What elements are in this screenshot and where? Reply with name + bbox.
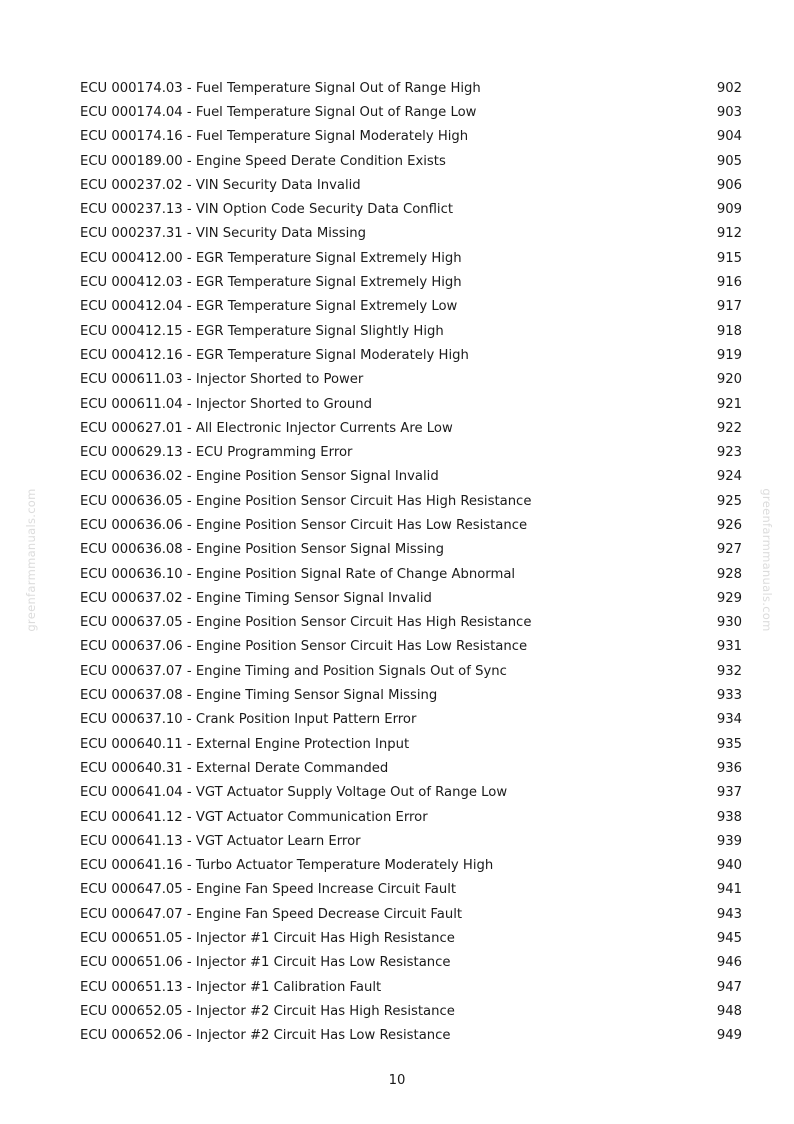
toc-entry[interactable] — [80, 805, 742, 829]
toc-entry-page: 928 — [716, 566, 742, 582]
watermark-right: greenfarmmanuals.com — [760, 488, 774, 632]
toc-entry-title: ECU 000641.12 - VGT Actuator Communication Error — [80, 809, 428, 825]
toc-entry-page: 949 — [716, 1028, 742, 1044]
toc-entry-page: 918 — [716, 323, 742, 339]
toc-entry-page: 924 — [716, 469, 742, 485]
toc-entry-page: 912 — [716, 226, 742, 242]
toc-entry-page: 902 — [716, 80, 742, 96]
toc-entry[interactable] — [80, 611, 742, 635]
toc-entry[interactable] — [80, 392, 742, 416]
toc-entry-page: 904 — [716, 129, 742, 145]
toc-entry-title: ECU 000651.13 - Injector #1 Calibration Fault — [80, 979, 382, 995]
toc-entry-page: 932 — [716, 663, 742, 679]
toc-entry-title: ECU 000237.13 - VIN Option Code Security Data Conflict — [80, 202, 454, 218]
toc-entry-page: 915 — [716, 250, 742, 266]
toc-entry-title: ECU 000627.01 - All Electronic Injector Currents Are Low — [80, 420, 453, 436]
toc-entry-page: 922 — [716, 420, 742, 436]
toc-entry-title: ECU 000651.05 - Injector #1 Circuit Has High Resistance — [80, 931, 455, 947]
toc-entry-title: ECU 000636.02 - Engine Position Sensor Signal Invalid — [80, 469, 439, 485]
toc-entry-title: ECU 000189.00 - Engine Speed Derate Condition Exists — [80, 153, 446, 169]
toc-entry[interactable] — [80, 999, 742, 1023]
toc-entry-title: ECU 000412.15 - EGR Temperature Signal Slightly High — [80, 323, 444, 339]
toc-entry[interactable] — [80, 732, 742, 756]
toc-entry-title: ECU 000641.13 - VGT Actuator Learn Error — [80, 833, 361, 849]
toc-entry-page: 946 — [716, 955, 742, 971]
toc-entry-page: 934 — [716, 712, 742, 728]
toc-entry-title: ECU 000637.05 - Engine Position Sensor Circuit Has High Resistance — [80, 615, 532, 631]
toc-entry[interactable] — [80, 829, 742, 853]
toc-entry[interactable] — [80, 222, 742, 246]
toc-entry[interactable] — [80, 343, 742, 367]
toc-entry[interactable] — [80, 781, 742, 805]
toc-entry-page: 903 — [716, 104, 742, 120]
toc-entry[interactable] — [80, 246, 742, 270]
toc-entry[interactable] — [80, 270, 742, 294]
toc-entry[interactable] — [80, 926, 742, 950]
toc-entry-page: 919 — [716, 347, 742, 363]
toc-entry-page: 917 — [716, 299, 742, 315]
toc-entry-page: 905 — [716, 153, 742, 169]
toc-entry-title: ECU 000237.02 - VIN Security Data Invalid — [80, 177, 361, 193]
toc-entry-title: ECU 000637.10 - Crank Position Input Pattern Error — [80, 712, 417, 728]
toc-entry[interactable] — [80, 149, 742, 173]
toc-entry-page: 936 — [716, 760, 742, 776]
toc-entry[interactable] — [80, 440, 742, 464]
toc-entry-page: 931 — [716, 639, 742, 655]
toc-entry-title: ECU 000611.04 - Injector Shorted to Ground — [80, 396, 372, 412]
toc-entry-title: ECU 000651.06 - Injector #1 Circuit Has Low Resistance — [80, 955, 451, 971]
toc-entry-title: ECU 000637.06 - Engine Position Sensor Circuit Has Low Resistance — [80, 639, 528, 655]
toc-entry[interactable] — [80, 368, 742, 392]
toc-entry[interactable] — [80, 562, 742, 586]
toc-entry-page: 926 — [716, 517, 742, 533]
toc-entry[interactable] — [80, 416, 742, 440]
toc-entry-title: ECU 000636.05 - Engine Position Sensor Circuit Has High Resistance — [80, 493, 532, 509]
toc-entry-page: 943 — [716, 906, 742, 922]
toc-entry[interactable] — [80, 1024, 742, 1048]
toc-entry-page: 935 — [716, 736, 742, 752]
toc-entry-page: 909 — [716, 202, 742, 218]
toc-entry-title: ECU 000174.04 - Fuel Temperature Signal Out of Range Low — [80, 104, 477, 120]
toc-entry[interactable] — [80, 975, 742, 999]
toc-entry[interactable] — [80, 756, 742, 780]
toc-entry[interactable] — [80, 635, 742, 659]
toc-entry-title: ECU 000636.08 - Engine Position Sensor Signal Missing — [80, 542, 445, 558]
toc-entry[interactable] — [80, 173, 742, 197]
toc-entry-page: 921 — [716, 396, 742, 412]
toc-list — [80, 76, 742, 1048]
toc-entry[interactable] — [80, 76, 742, 100]
toc-entry[interactable] — [80, 489, 742, 513]
toc-entry[interactable] — [80, 465, 742, 489]
toc-entry-title: ECU 000652.06 - Injector #2 Circuit Has Low Resistance — [80, 1028, 451, 1044]
toc-entry-page: 933 — [716, 688, 742, 704]
toc-entry[interactable] — [80, 513, 742, 537]
toc-entry-title: ECU 000637.08 - Engine Timing Sensor Signal Missing — [80, 688, 438, 704]
toc-entry-title: ECU 000412.04 - EGR Temperature Signal Extremely Low — [80, 299, 458, 315]
toc-entry[interactable] — [80, 586, 742, 610]
toc-entry[interactable] — [80, 319, 742, 343]
toc-entry[interactable] — [80, 854, 742, 878]
toc-entry-title: ECU 000174.03 - Fuel Temperature Signal Out of Range High — [80, 80, 481, 96]
toc-entry-title: ECU 000237.31 - VIN Security Data Missing — [80, 226, 367, 242]
toc-entry[interactable] — [80, 538, 742, 562]
toc-entry-title: ECU 000641.04 - VGT Actuator Supply Voltage Out of Range Low — [80, 785, 508, 801]
toc-entry-title: ECU 000637.07 - Engine Timing and Position Signals Out of Sync — [80, 663, 507, 679]
toc-entry[interactable] — [80, 878, 742, 902]
toc-entry-page: 945 — [716, 931, 742, 947]
toc-entry-page: 937 — [716, 785, 742, 801]
toc-entry[interactable] — [80, 902, 742, 926]
toc-entry-title: ECU 000647.05 - Engine Fan Speed Increase Circuit Fault — [80, 882, 457, 898]
toc-entry[interactable] — [80, 125, 742, 149]
toc-entry-title: ECU 000636.06 - Engine Position Sensor Circuit Has Low Resistance — [80, 517, 528, 533]
toc-entry-page: 916 — [716, 275, 742, 291]
toc-entry[interactable] — [80, 659, 742, 683]
toc-entry-title: ECU 000640.11 - External Engine Protection Input — [80, 736, 410, 752]
page-number: 10 — [388, 1073, 406, 1088]
toc-entry[interactable] — [80, 100, 742, 124]
toc-entry-page: 927 — [716, 542, 742, 558]
toc-entry[interactable] — [80, 295, 742, 319]
toc-entry-title: ECU 000640.31 - External Derate Commanded — [80, 760, 389, 776]
toc-entry-page: 941 — [716, 882, 742, 898]
toc-entry-title: ECU 000629.13 - ECU Programming Error — [80, 445, 353, 461]
toc-entry-title: ECU 000647.07 - Engine Fan Speed Decrease Circuit Fault — [80, 906, 463, 922]
toc-entry-page: 906 — [716, 177, 742, 193]
toc-entry-title: ECU 000652.05 - Injector #2 Circuit Has High Resistance — [80, 1003, 455, 1019]
toc-entry-page: 940 — [716, 858, 742, 874]
toc-entry-title: ECU 000636.10 - Engine Position Signal Rate of Change Abnormal — [80, 566, 516, 582]
toc-entry-title: ECU 000611.03 - Injector Shorted to Power — [80, 372, 364, 388]
toc-entry-page: 920 — [716, 372, 742, 388]
toc-entry[interactable] — [80, 197, 742, 221]
toc-entry[interactable] — [80, 708, 742, 732]
toc-entry-page: 948 — [716, 1003, 742, 1019]
toc-entry-page: 947 — [716, 979, 742, 995]
toc-entry[interactable] — [80, 951, 742, 975]
toc-entry-title: ECU 000174.16 - Fuel Temperature Signal Moderately High — [80, 129, 469, 145]
toc-entry-page: 930 — [716, 615, 742, 631]
toc-entry-page: 929 — [716, 590, 742, 606]
watermark-left: greenfarmmanuals.com — [24, 488, 38, 632]
toc-entry-page: 925 — [716, 493, 742, 509]
toc-entry-page: 923 — [716, 445, 742, 461]
toc-entry-title: ECU 000637.02 - Engine Timing Sensor Signal Invalid — [80, 590, 432, 606]
toc-entry-page: 938 — [716, 809, 742, 825]
toc-entry-title: ECU 000412.00 - EGR Temperature Signal Extremely High — [80, 250, 462, 266]
toc-entry-title: ECU 000412.03 - EGR Temperature Signal Extremely High — [80, 275, 462, 291]
toc-entry-page: 939 — [716, 833, 742, 849]
toc-entry[interactable] — [80, 683, 742, 707]
toc-entry-title: ECU 000412.16 - EGR Temperature Signal Moderately High — [80, 347, 469, 363]
toc-entry-title: ECU 000641.16 - Turbo Actuator Temperature Moderately High — [80, 858, 494, 874]
